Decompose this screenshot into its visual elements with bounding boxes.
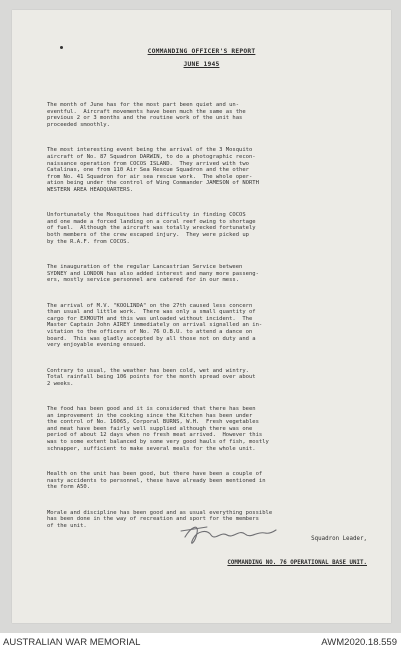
- paragraph-koolinda-arrival: The arrival of M.V. "KOOLINDA" on the 27th caused less concern than usual and little work. There was only a small quantity of cargo for EXMOUTH and this was unloaded without incident. The Master Captain John AIREY immediately on arrival signalled an in- vitation to the officers of No. 76 O.B.U. to attend a dance on board. This was gladly accepted by all those not on duty and a very enjoyable evening ensued.: [47, 302, 263, 349]
- paragraph-weather: Contrary to usual, the weather has been cold, wet and wintry. Total rainfall being 106 points for the month spread over about 2 weeks.: [47, 367, 256, 387]
- paragraph-morale: Morale and discipline has been good and as usual everything possible has been done in the way of recreation and sport for the members of the unit.: [47, 509, 273, 529]
- paragraph-forced-landing: Unfortunately the Mosquitoes had difficulty in finding COCOS and one made a forced landing on a coral reef owing to shortage of fuel. Although the aircraft was totally wrecked fortunately both members of the crew escaped injury. They were picked up by the R.A.F. from COCOS.: [47, 212, 256, 245]
- document-paper: [12, 10, 391, 623]
- signatory-rank: Squadron Leader,: [311, 536, 367, 542]
- report-body: [47, 89, 361, 548]
- paragraph-overview: The month of June has for the most part been quiet and un- eventful. Aircraft movements have been much the same as the previous 2 or 3 months and the routine work of the unit has proceeded smoothly.: [47, 102, 246, 128]
- paragraph-mosquito-arrival: The most interesting event being the arrival of the 3 Mosquito aircraft of No. 87 Squadron DARWIN, to do a photographic recon- naissance operation from COCOS ISLAND. They arrived with two Catalinas, one from 110 Air Sea Rescue Squadron and the other from No. 41 Squadron for air sea rescue work. The whole oper- ation being under the control of Wing Commander JAMESON of NORTH WESTERN AREA HEADQUARTERS.: [47, 147, 259, 193]
- archive-footer: [0, 633, 401, 653]
- footer-catalog-number: AWM2020.18.559: [321, 637, 397, 648]
- document-title: COMMANDING OFFICER'S REPORT: [147, 48, 256, 55]
- signature-block: [227, 519, 367, 583]
- paragraph-lancastrian-service: The inauguration of the regular Lancastrian Service between SYDNEY and LONDON has also added interest and many more passeng- ers, mostly service personnel are catered for in our mess.: [47, 264, 259, 284]
- paragraph-food: The food has been good and it is considered that there has been an improvement in the cooking since the Kitchen has been under the control of No. 16065, Corporal BURNS, W.H. Fresh vegetables and meat have been fairly well supplied although there was one period of about 12 days when no fresh meat arrived. However this was to some extent balanced by some very good hauls of fish, mostly schnapper, sufficient to make several meals for the whole unit.: [47, 406, 269, 452]
- document-month: JUNE 1945: [183, 61, 220, 68]
- footer-institution: AUSTRALIAN WAR MEMORIAL: [3, 637, 141, 648]
- signatory-position: COMMANDING NO. 76 OPERATIONAL BASE UNIT.: [227, 560, 367, 566]
- paragraph-health: Health on the unit has been good, but there have been a couple of nasty accidents to personnel, these have already been mentioned in the form A50.: [47, 471, 266, 491]
